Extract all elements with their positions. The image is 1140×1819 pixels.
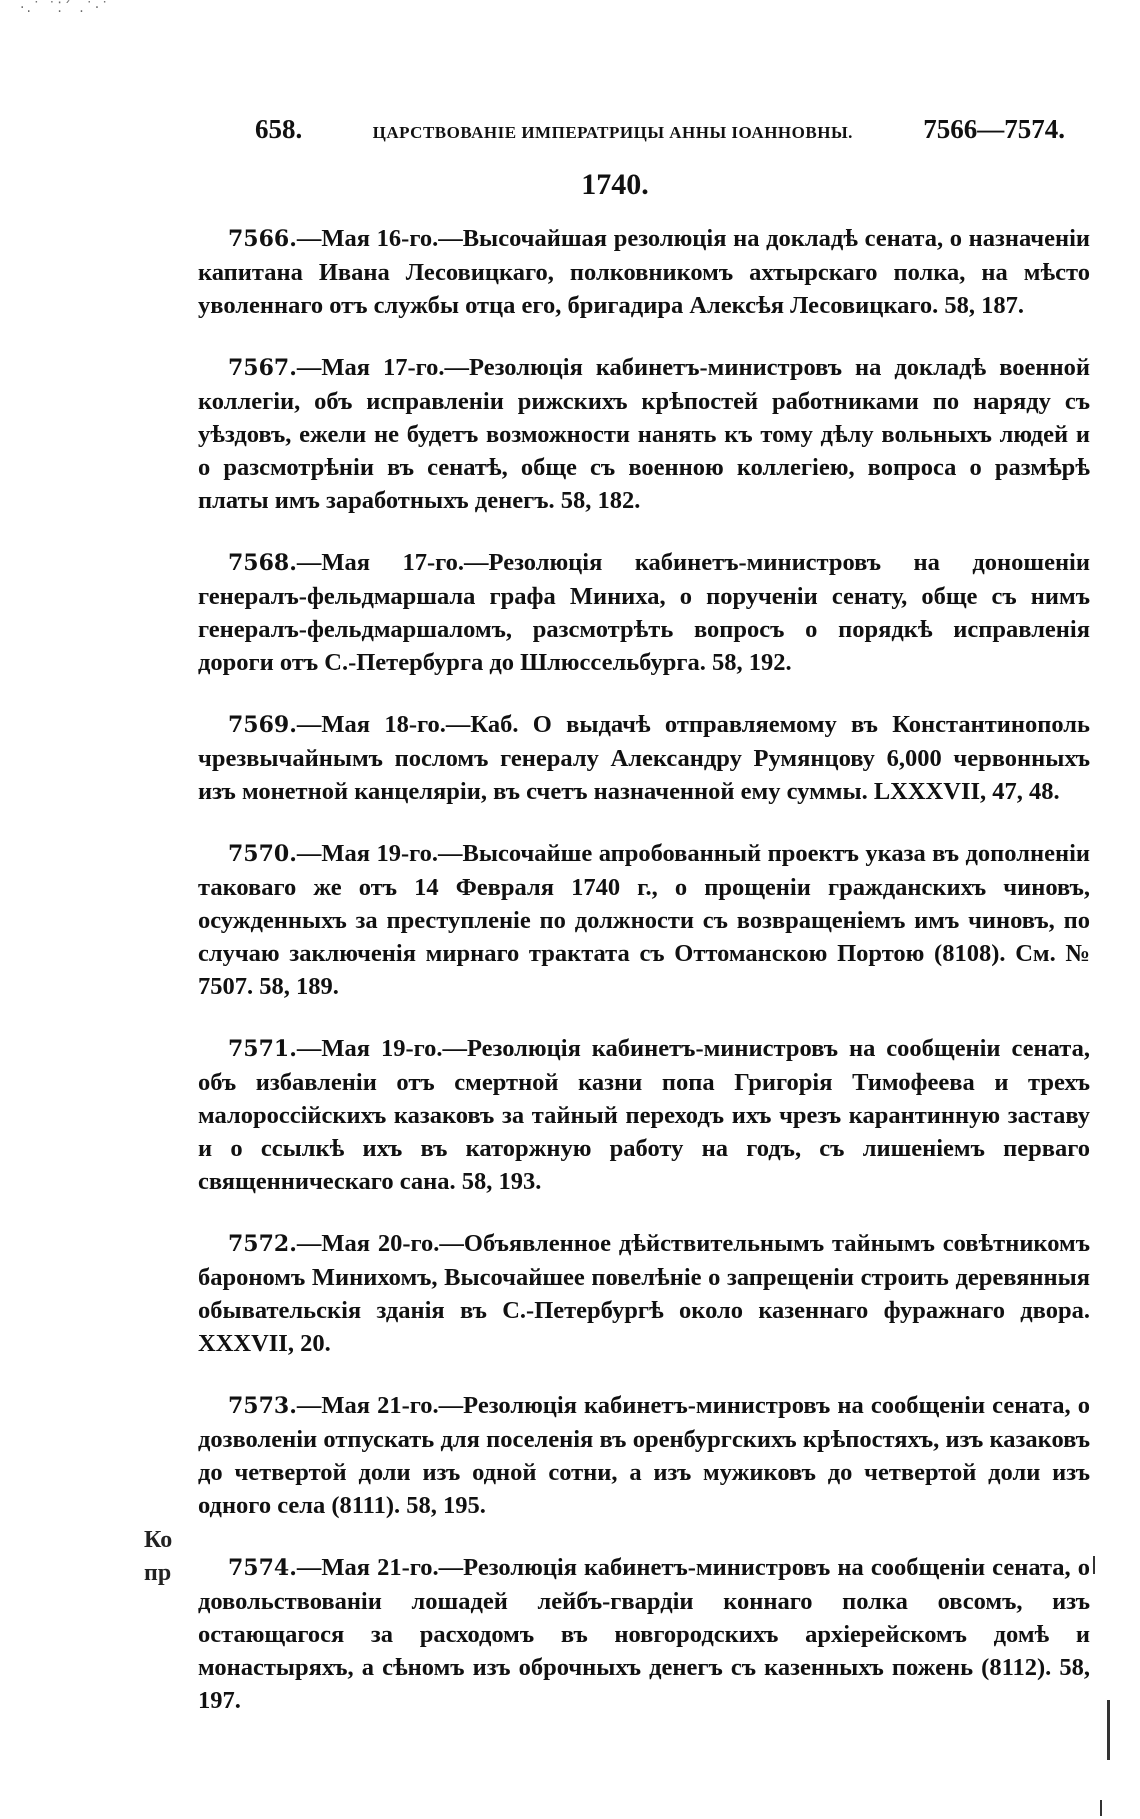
entry-7568 bbox=[198, 546, 1090, 679]
margin-note bbox=[144, 1524, 172, 1590]
entry-text: Резолюція кабинетъ-министровъ на сообщеніи сената, о дозволеніи отпускать для поселенія въ оренбургскихъ крѣпостяхъ, изъ казаковъ до четвертой доли изъ одной сотни, а изъ мужиковъ до четвертой доли изъ одного села (8111). 58, 195. bbox=[198, 1392, 1090, 1519]
entry-date: —Мая 21-го.— bbox=[296, 1392, 464, 1419]
entry-7573 bbox=[198, 1389, 1090, 1522]
entry-7569 bbox=[198, 708, 1090, 808]
entry-date: —Мая 21-го.— bbox=[296, 1554, 464, 1581]
page-number: 658. bbox=[255, 114, 303, 144]
entry-number: 7570. bbox=[228, 841, 297, 867]
entry-7571 bbox=[198, 1032, 1090, 1198]
entry-number: 7572. bbox=[228, 1231, 297, 1257]
entry-text: Резолюція кабинетъ-министровъ на доношеніи генералъ-фельдмаршала графа Миниха, о порученіи сенату, обще съ нимъ генералъ-фельдмаршаломъ, разсмотрѣть вопросъ о порядкѣ исправленія дороги отъ С.-Петербурга до Шлюссельбурга. 58, 192. bbox=[198, 549, 1090, 676]
scan-edge-mark bbox=[1100, 1800, 1102, 1816]
page-header bbox=[255, 114, 1065, 154]
entry-7572 bbox=[198, 1227, 1090, 1360]
year-heading: 1740. bbox=[581, 168, 649, 201]
entry-text: Каб. О выдачѣ отправляемому въ Константинополь чрезвычайнымъ посломъ генералу Александру Румянцову 6,000 червонныхъ изъ монетной канцеляріи, въ счетъ назначенной ему суммы. LXXXVII, 47, 48. bbox=[198, 711, 1090, 805]
entry-date: —Мая 17-го.— bbox=[296, 354, 470, 381]
entry-7566 bbox=[198, 222, 1090, 322]
entry-date: —Мая 18-го.— bbox=[296, 711, 471, 738]
entry-7570 bbox=[198, 837, 1090, 1003]
running-title: ЦАРСТВОВАНІЕ ИМПЕРАТРИЦЫ АННЫ ІОАННОВНЫ. bbox=[372, 123, 853, 142]
entry-date: —Мая 19-го.— bbox=[296, 1035, 468, 1062]
entry-date: —Мая 17-го.— bbox=[296, 549, 489, 576]
entry-text: Резолюція кабинетъ-министровъ на сообщеніи сената, объ избавленіи отъ смертной казни попа Григорія Тимофеева и трехъ малороссійскихъ казаковъ за тайный переходъ ихъ чрезъ карантинную заставу и о ссылкѣ ихъ въ каторжную работу на годъ, съ лишеніемъ перваго священническаго сана. 58, 193. bbox=[198, 1035, 1090, 1195]
entry-text: Резолюція кабинетъ-министровъ на сообщеніи сената, о довольствованіи лошадей лейбъ-гвардіи коннаго полка овсомъ, изъ остающагося за расходомъ въ новгородскихъ архіерейскомъ домѣ и монастыряхъ, а сѣномъ изъ оброчныхъ денегъ съ казенныхъ пожень (8112). 58, 197. bbox=[198, 1554, 1090, 1714]
entry-range: 7566—7574. bbox=[923, 114, 1065, 144]
margin-note-line: пр bbox=[144, 1560, 172, 1586]
entry-date: —Мая 20-го.— bbox=[296, 1230, 464, 1257]
margin-note-line: Ко bbox=[144, 1527, 173, 1553]
entry-number: 7569. bbox=[228, 712, 297, 738]
entry-text: Высочайше апробованный проектъ указа въ дополненіи таковаго же отъ 14 Февраля 1740 г., о прощеніи гражданскихъ чиновъ, осужденныхъ за преступленіе по должности съ возвращеніемъ имъ чиновъ, по случаю заключенія мирнаго трактата съ Оттоманскою Портою (8108). См. № 7507. 58, 189. bbox=[198, 840, 1090, 1000]
scan-edge-mark bbox=[1107, 1700, 1110, 1760]
entry-7567 bbox=[198, 351, 1090, 517]
entry-text: Высочайшая резолюція на докладѣ сената, о назначеніи капитана Ивана Лесовицкаго, полковникомъ ахтырскаго полка, на мѣсто уволеннаго отъ службы отца его, бригадира Алексѣя Лесовицкаго. 58, 187. bbox=[198, 225, 1090, 319]
entry-text: Объявленное дѣйствительнымъ тайнымъ совѣтникомъ барономъ Минихомъ, Высочайшее повелѣніе о запрещеніи строить деревянныя обывательскія зданія въ С.-Петербургѣ около казеннаго фуражнаго двора. XXXVII, 20. bbox=[198, 1230, 1090, 1357]
entry-number: 7568. bbox=[228, 550, 297, 576]
scan-artifact-marks: ·.˙ ˙⁚ˊ .˙·˙ bbox=[20, 0, 111, 16]
entry-number: 7567. bbox=[228, 355, 297, 381]
entry-number: 7571. bbox=[228, 1036, 297, 1062]
entry-7574 bbox=[198, 1551, 1090, 1717]
entry-number: 7573. bbox=[228, 1393, 297, 1419]
entry-number: 7566. bbox=[228, 226, 297, 252]
entry-number: 7574. bbox=[228, 1555, 297, 1581]
entry-date: —Мая 16-го.— bbox=[296, 225, 463, 252]
entry-date: —Мая 19-го.— bbox=[296, 840, 463, 867]
entries-list bbox=[198, 222, 1090, 1746]
scan-edge-mark bbox=[1093, 1556, 1095, 1574]
entry-text: Резолюція кабинетъ-министровъ на докладѣ военной коллегіи, объ исправленіи рижскихъ крѣпостей работниками по наряду съ уѣздовъ, ежели не будетъ возможности нанять къ тому дѣлу вольныхъ людей и о разсмотрѣніи въ сенатѣ, обще съ военною коллегіею, вопроса о размѣрѣ платы имъ заработныхъ денегъ. 58, 182. bbox=[198, 354, 1090, 514]
